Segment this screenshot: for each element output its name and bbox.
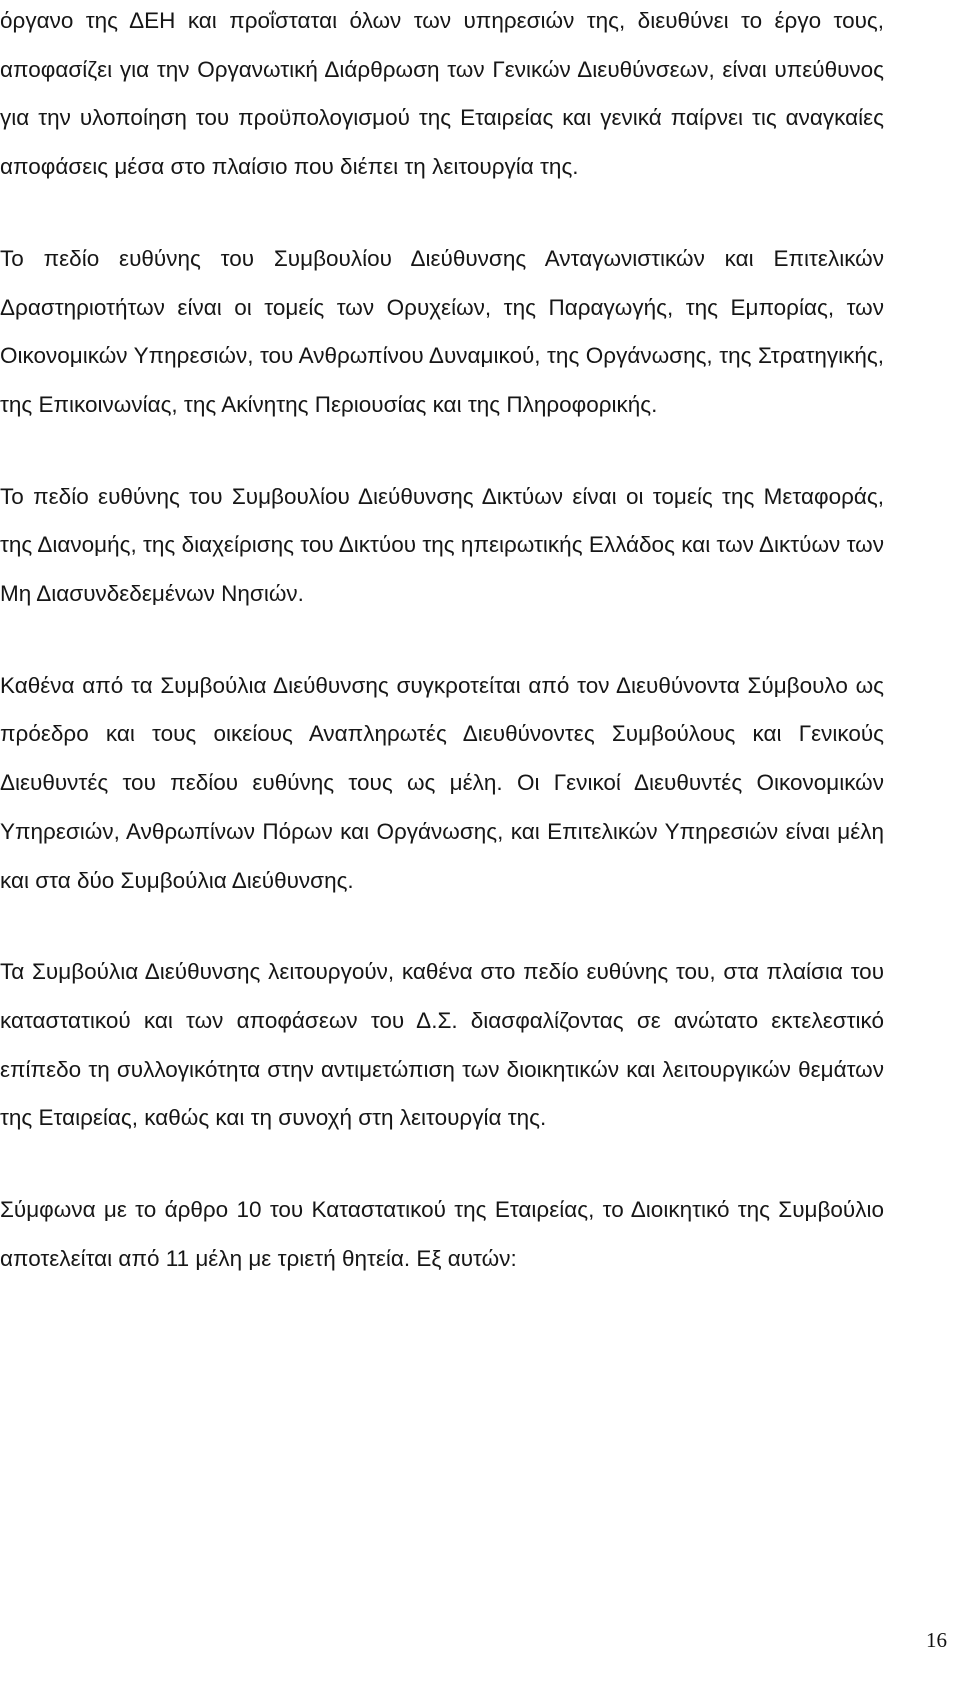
paragraph: Τα Συμβούλια Διεύθυνσης λειτουργούν, καθένα στο πεδίο ευθύνης του, στα πλαίσια του καταστατικού και των αποφάσεων του Δ.Σ. διασφαλίζοντας σε ανώτατο εκτελεστικό επίπεδο τη συλλογικότητα στην αντιμετώπιση των διοικητικών και λειτουργικών θεμάτων της Εταιρείας, καθώς και τη συνοχή στη λειτουργία της. xyxy=(0,959,884,1131)
paragraph: όργανο της ΔΕΗ και προΐσταται όλων των υπηρεσιών της, διευθύνει το έργο τους, αποφασίζει για την Οργανωτική Διάρθρωση των Γενικών Διευθύνσεων, είναι υπεύθυνος για την υλοποίηση του προϋπολογισμού της Εταιρείας και γενικά παίρνει τις αναγκαίες αποφάσεις μέσα στο πλαίσιο που διέπει τη λειτουργία της. xyxy=(0,8,884,180)
paragraph: Καθένα από τα Συμβούλια Διεύθυνσης συγκροτείται από τον Διευθύνοντα Σύμβουλο ως πρόεδρο και τους οικείους Αναπληρωτές Διευθύνοντες Συμβούλους και Γενικούς Διευθυντές του πεδίου ευθύνης τους ως μέλη. Οι Γενικοί Διευθυντές Οικονομικών Υπηρεσιών, Ανθρωπίνων Πόρων και Οργάνωσης, και Επιτελικών Υπηρεσιών είναι μέλη και στα δύο Συμβούλια Διεύθυνσης. xyxy=(0,672,884,893)
paragraph: Σύμφωνα με το άρθρο 10 του Καταστατικού της Εταιρείας, το Διοικητικό της Συμβούλιο αποτελείται από 11 μέλη με τριετή θητεία. Εξ αυτών: xyxy=(0,1197,884,1271)
paragraph: Το πεδίο ευθύνης του Συμβουλίου Διεύθυνσης Ανταγωνιστικών και Επιτελικών Δραστηριοτήτων είναι οι τομείς των Ορυχείων, της Παραγωγής, της Εμπορίας, των Οικονομικών Υπηρεσιών, του Ανθρωπίνου Δυναμικού, της Οργάνωσης, της Στρατηγικής, της Επικοινωνίας, της Ακίνητης Περιουσίας και της Πληροφορικής. xyxy=(0,245,884,417)
paragraph: Το πεδίο ευθύνης του Συμβουλίου Διεύθυνσης Δικτύων είναι οι τομείς της Μεταφοράς, της Διανομής, της διαχείρισης του Δικτύου της ηπειρωτικής Ελλάδος και των Δικτύων των Μη Διασυνδεδεμένων Νησιών. xyxy=(0,483,884,607)
page-number: 16 xyxy=(926,1628,947,1652)
